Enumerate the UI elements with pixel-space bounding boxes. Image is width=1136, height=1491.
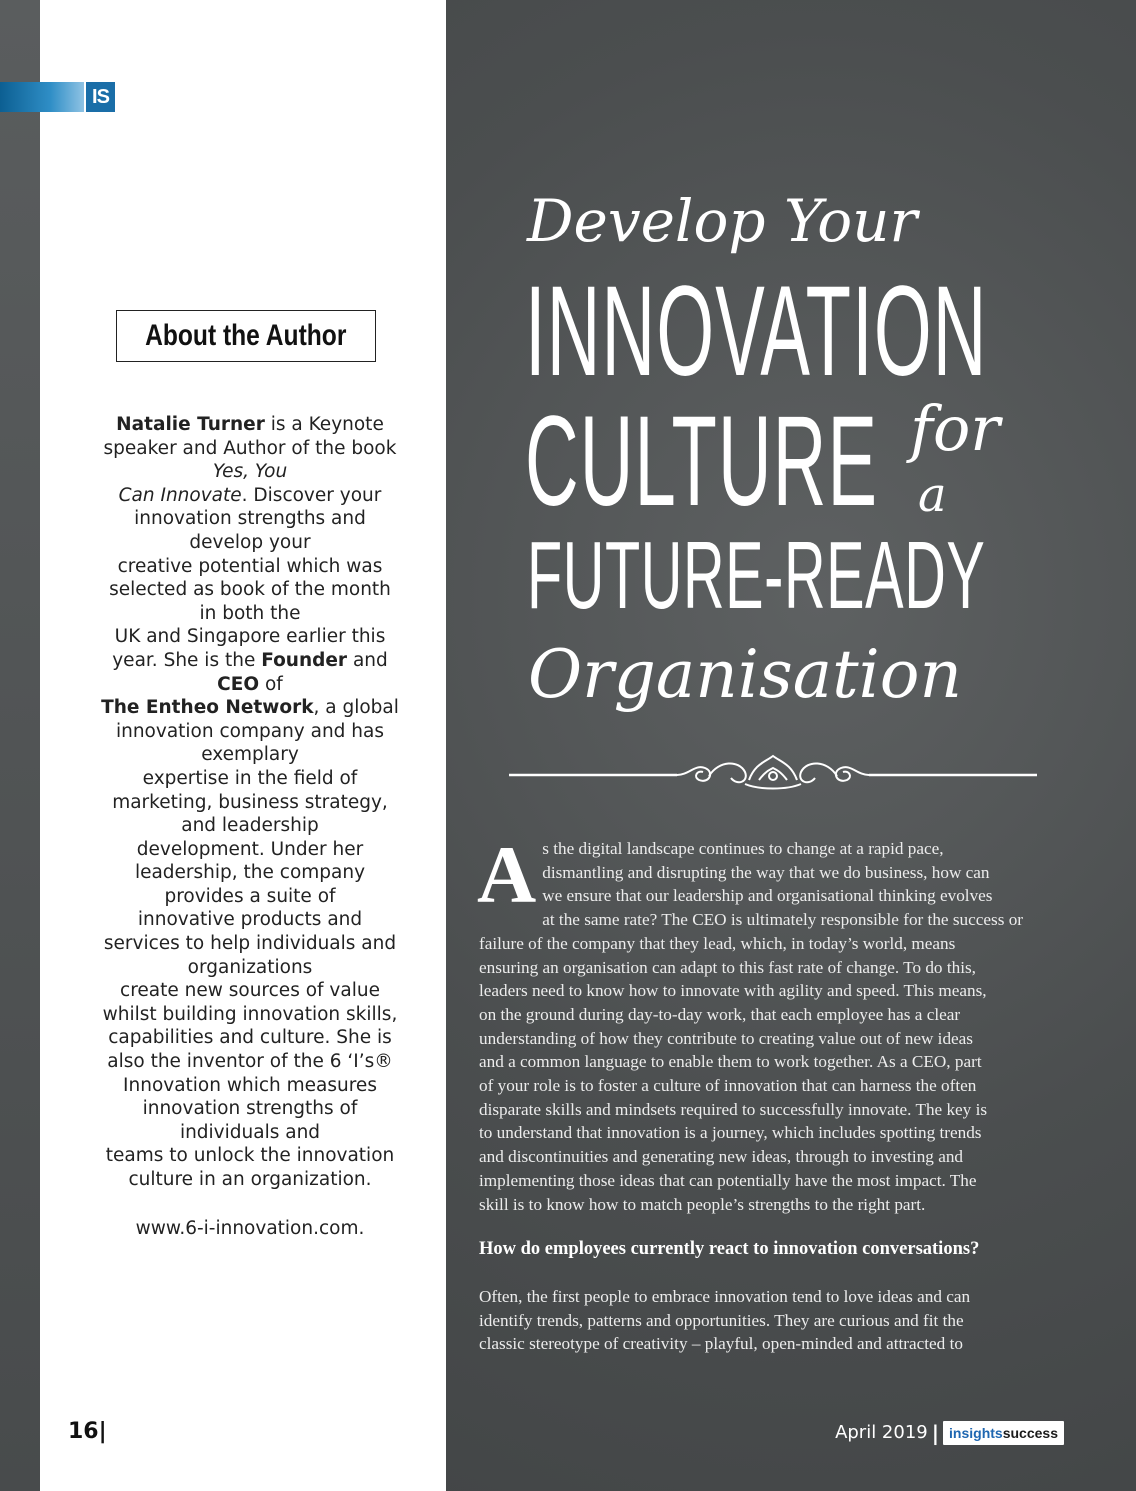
bio-text-run: Yes, You — [212, 461, 288, 483]
bio-text-run: Natalie Turner — [116, 414, 265, 435]
bio-line — [92, 673, 408, 697]
bio-text-run: in both the — [199, 602, 301, 624]
bio-text-run: teams to unlock the innovation — [105, 1145, 395, 1167]
intro-line: we ensure that our leadership and organisational thinking evolves — [542, 886, 993, 906]
bio-line — [92, 578, 408, 602]
title-line-culture: CULTURE — [525, 390, 879, 533]
bio-line — [92, 838, 408, 862]
bio-text-run: innovative products and — [137, 909, 363, 931]
page-number: 16| — [68, 1419, 107, 1444]
intro-line: disparate skills and mindsets required to successfully innovate. The key is — [479, 1099, 988, 1119]
bio-line — [92, 555, 408, 579]
drop-cap: A — [477, 829, 537, 920]
bio-text-run: leadership, the company — [134, 862, 366, 884]
left-edge-strip — [0, 0, 40, 1491]
bio-line — [92, 743, 408, 767]
bio-text-run: and leadership — [181, 815, 319, 837]
bio-line — [92, 979, 408, 1003]
title-line-organisation: Organisation — [528, 636, 962, 713]
bio-line — [92, 625, 408, 649]
bio-line — [92, 885, 408, 909]
bio-line — [92, 649, 408, 673]
bio-line — [92, 767, 408, 791]
intro-line: to understand that innovation is a journey, which includes spotting trends — [479, 1123, 982, 1143]
bio-text-run: speaker and Author of the book — [103, 437, 397, 459]
bio-text-run: services to help individuals and — [103, 933, 397, 955]
intro-line: on the ground during day-to-day work, that each employee has a clear — [479, 1004, 961, 1024]
bio-text-run: year. She is the — [112, 649, 262, 671]
bio-text-run: innovation strengths and — [134, 508, 366, 530]
magazine-logo-mark: IS — [86, 82, 115, 112]
title-line-develop-your: Develop Your — [527, 187, 918, 255]
bio-line — [92, 1003, 408, 1027]
intro-line: skill is to know how to match people’s strengths to the right part. — [479, 1194, 926, 1214]
bio-text-run: selected as book of the month — [109, 579, 391, 601]
bio-line — [92, 814, 408, 838]
bio-text-run: organizations — [187, 956, 313, 978]
bio-text-run: , a global — [313, 697, 399, 719]
footer-separator: | — [931, 1421, 940, 1445]
paragraph-line: classic stereotype of creativity – playful, open-minded and attracted to — [479, 1334, 963, 1354]
intro-line: ensuring an organisation can adapt to this fast rate of change. To do this, — [479, 957, 976, 977]
bio-line — [92, 956, 408, 980]
bio-text-run: Innovation which measures — [123, 1074, 377, 1096]
article-intro — [477, 829, 1069, 1216]
bio-text-run: Can Innovate — [118, 484, 242, 506]
bio-text-run: is a Keynote — [264, 414, 384, 435]
bio-line — [92, 791, 408, 815]
bio-line — [92, 696, 408, 720]
bio-text-run: . Discover your — [241, 484, 382, 506]
intro-line: implementing those ideas that can potentially have the most impact. The — [479, 1170, 977, 1190]
paragraph-line: Often, the first people to embrace innovation tend to love ideas and can — [479, 1287, 971, 1306]
bio-text-run: individuals and — [179, 1121, 321, 1143]
footer — [835, 1421, 1064, 1445]
bio-text-run: UK and Singapore earlier this — [114, 626, 386, 648]
bio-line — [92, 1144, 408, 1168]
bio-text-run: also the inventor of the 6 ‘I’s® — [107, 1051, 393, 1073]
bio-text-run: Founder — [261, 649, 348, 671]
author-website[interactable]: www.6-i-innovation.com. — [135, 1218, 365, 1239]
article-paragraph-2 — [479, 1285, 1069, 1356]
bio-text-run: innovation strengths of — [142, 1098, 358, 1120]
bio-line — [92, 861, 408, 885]
brand-logo-part2: success — [1002, 1425, 1058, 1441]
bio-line — [92, 1121, 408, 1145]
intro-line: s the digital landscape continues to change at a rapid pace, — [542, 839, 944, 858]
bio-text-run: create new sources of value — [120, 980, 380, 1002]
intro-line: and discontinuities and generating new ideas, through to investing and — [479, 1147, 964, 1167]
intro-line: dismantling and disrupting the way that we do business, how can — [542, 862, 990, 882]
article-subheading: How do employees currently react to innovation conversations? — [479, 1239, 980, 1259]
bio-line — [92, 602, 408, 626]
bio-line — [92, 1026, 408, 1050]
title-word-a: a — [918, 467, 947, 523]
bio-text-run: The Entheo Network — [101, 697, 314, 719]
bio-text-run: innovation company and has — [115, 720, 385, 742]
issue-date: April 2019 — [835, 1422, 928, 1443]
bio-line — [92, 437, 408, 461]
about-author-box — [116, 310, 376, 362]
brand-logo — [943, 1421, 1064, 1445]
bio-text-run: provides a suite of — [164, 885, 336, 907]
bio-text-run: culture in an organization. — [128, 1169, 372, 1190]
bio-line — [92, 413, 408, 437]
intro-line: and a common language to enable them to work together. As a CEO, part — [479, 1052, 982, 1072]
title-line-future-ready: FUTURE-READY — [527, 522, 986, 629]
bio-line — [92, 484, 408, 508]
bio-text-run: develop your — [189, 531, 311, 553]
paragraph-line: identify trends, patterns and opportunities. They are curious and fit the — [479, 1310, 964, 1330]
bio-line — [92, 1050, 408, 1074]
bio-text-run: expertise in the field of — [142, 767, 358, 789]
bio-text-run: development. Under her — [136, 838, 364, 860]
author-bio — [92, 413, 408, 1192]
bio-line — [92, 1097, 408, 1121]
intro-line: understanding of how they contribute to creating value out of new ideas — [479, 1028, 973, 1048]
brand-logo-part1: insights — [949, 1425, 1003, 1441]
ornamental-divider — [509, 750, 1037, 800]
bio-line — [92, 531, 408, 555]
about-author-heading: About the Author — [145, 319, 347, 352]
bio-text-run: creative potential which was — [117, 555, 383, 577]
section-tab — [0, 82, 84, 112]
intro-line: leaders need to know how to innovate with agility and speed. This means, — [479, 981, 987, 1001]
bio-line — [92, 1074, 408, 1098]
bio-line — [92, 720, 408, 744]
bio-line — [92, 460, 408, 484]
bio-text-run: CEO — [217, 673, 260, 695]
bio-text-run: exemplary — [201, 744, 299, 766]
intro-line: failure of the company that they lead, which, in today’s world, means — [479, 933, 956, 953]
title-line-innovation: INNOVATION — [525, 260, 988, 403]
bio-line — [92, 908, 408, 932]
bio-text-run: whilst building innovation skills, — [102, 1003, 398, 1025]
bio-line — [92, 1168, 408, 1192]
bio-text-run: capabilities and culture. She is — [108, 1027, 392, 1049]
bio-text-run: marketing, business strategy, — [112, 791, 388, 813]
title-word-for: for — [910, 392, 1000, 465]
intro-line: at the same rate? The CEO is ultimately responsible for the success or — [542, 910, 1024, 930]
bio-line — [92, 932, 408, 956]
intro-line: of your role is to foster a culture of innovation that can harness the often — [479, 1076, 977, 1096]
bio-text-run: of — [259, 673, 283, 695]
bio-line — [92, 507, 408, 531]
bio-text-run: and — [347, 649, 388, 671]
